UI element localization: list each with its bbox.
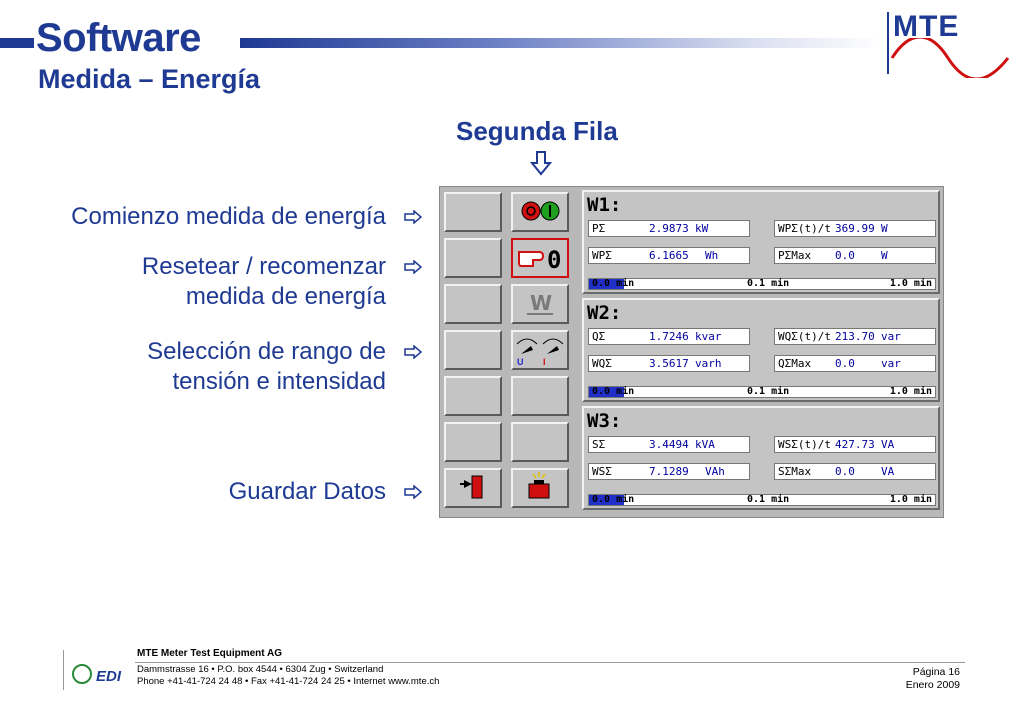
header-bar-left [0, 38, 34, 48]
label-seleccion-1: Selección de rango de [147, 338, 386, 365]
label-resetear-1: Resetear / recomenzar [141, 253, 386, 280]
segunda-fila-label: Segunda Fila [456, 116, 618, 146]
contact-line: Phone +41-41-724 24 48 • Fax +41-41-724 24 25 • Internet www.mte.ch [137, 676, 440, 687]
measurement-group-w1 [582, 190, 940, 294]
measurement-group-w2 [582, 298, 940, 402]
right-arrow-icon [404, 485, 422, 499]
panel-button-1-1[interactable] [444, 192, 502, 232]
field-wp-rate: WPΣ(t)/t 369.99 W [774, 220, 936, 237]
panel-button-1-5[interactable] [444, 376, 502, 416]
group-title: W2: [587, 302, 622, 324]
field-p-sum: PΣ 2.9873 kW [588, 220, 750, 237]
exit-button[interactable] [444, 468, 502, 508]
reset-hand-icon [513, 240, 567, 276]
field-q-sum: QΣ 1.7246 kvar [588, 328, 750, 345]
svg-text:W: W [530, 291, 553, 315]
company-address [137, 664, 439, 688]
right-arrow-icon [404, 210, 422, 224]
field-wq-rate: WQΣ(t)/t 213.70 var [774, 328, 936, 345]
label-seleccion-2: tensión e intensidad [172, 368, 386, 395]
energy-unit-button[interactable] [511, 284, 569, 324]
page-subtitle: Medida – Energía [38, 64, 261, 94]
energy-unit-icon [513, 286, 567, 322]
save-camera-icon [513, 470, 567, 506]
group-title: W3: [587, 410, 622, 432]
time-progress-bar: 0.0 min 0.1 min 1.0 min [588, 494, 936, 506]
panel-button-2-5[interactable] [511, 376, 569, 416]
field-wq-sum: WQΣ 3.5617 varh [588, 355, 750, 372]
svg-text:I: I [543, 357, 546, 367]
page-info [906, 666, 960, 692]
sine-wave-icon [890, 38, 1010, 78]
mte-logo: MTE [893, 10, 960, 43]
page-title: Software [36, 16, 201, 60]
field-s-sum: SΣ 3.4494 kVA [588, 436, 750, 453]
panel-button-1-2[interactable] [444, 238, 502, 278]
right-arrow-icon [404, 345, 422, 359]
right-arrow-icon [404, 260, 422, 274]
range-select-icon [513, 332, 567, 368]
certification-seal-icon [72, 664, 92, 684]
field-q-max: QΣMax 0.0 var [774, 355, 936, 372]
footer-divider [63, 650, 64, 690]
reset-measurement-button[interactable] [511, 238, 569, 278]
page-date: Enero 2009 [905, 679, 960, 691]
company-name: MTE Meter Test Equipment AG [137, 648, 283, 659]
label-comienzo: Comienzo medida de energía [71, 203, 386, 230]
start-measurement-button[interactable] [511, 192, 569, 232]
range-select-button[interactable] [511, 330, 569, 370]
time-progress-bar: 0.0 min 0.1 min 1.0 min [588, 278, 936, 290]
time-progress-bar: 0.0 min 0.1 min 1.0 min [588, 386, 936, 398]
panel-button-1-4[interactable] [444, 330, 502, 370]
measurement-group-w3 [582, 406, 940, 510]
field-s-max: SΣMax 0.0 VA [774, 463, 936, 480]
group-title: W1: [587, 194, 622, 216]
footer-rule [135, 662, 965, 663]
start-stop-icon [513, 194, 567, 230]
header-bar-right [240, 38, 880, 48]
label-guardar: Guardar Datos [228, 478, 386, 505]
field-ws-rate: WSΣ(t)/t 427.73 VA [774, 436, 936, 453]
logo-divider [887, 12, 889, 74]
field-p-max: PΣMax 0.0 W [774, 247, 936, 264]
down-arrow-icon [530, 150, 552, 176]
address-line: Dammstrasse 16 • P.O. box 4544 • 6304 Zug • Switzerland [137, 664, 384, 675]
panel-button-1-6[interactable] [444, 422, 502, 462]
save-data-button[interactable] [511, 468, 569, 508]
exit-door-icon [446, 470, 500, 506]
panel-button-2-6[interactable] [511, 422, 569, 462]
label-resetear-2: medida de energía [185, 283, 386, 310]
field-ws-sum: WSΣ 7.1289 VAh [588, 463, 750, 480]
edi-logo: EDI [96, 668, 122, 685]
page-number: Página 16 [912, 666, 960, 678]
panel-button-1-3[interactable] [444, 284, 502, 324]
svg-text:U: U [517, 357, 524, 367]
reset-label: 0 [547, 246, 562, 274]
field-wp-sum: WPΣ 6.1665 Wh [588, 247, 750, 264]
